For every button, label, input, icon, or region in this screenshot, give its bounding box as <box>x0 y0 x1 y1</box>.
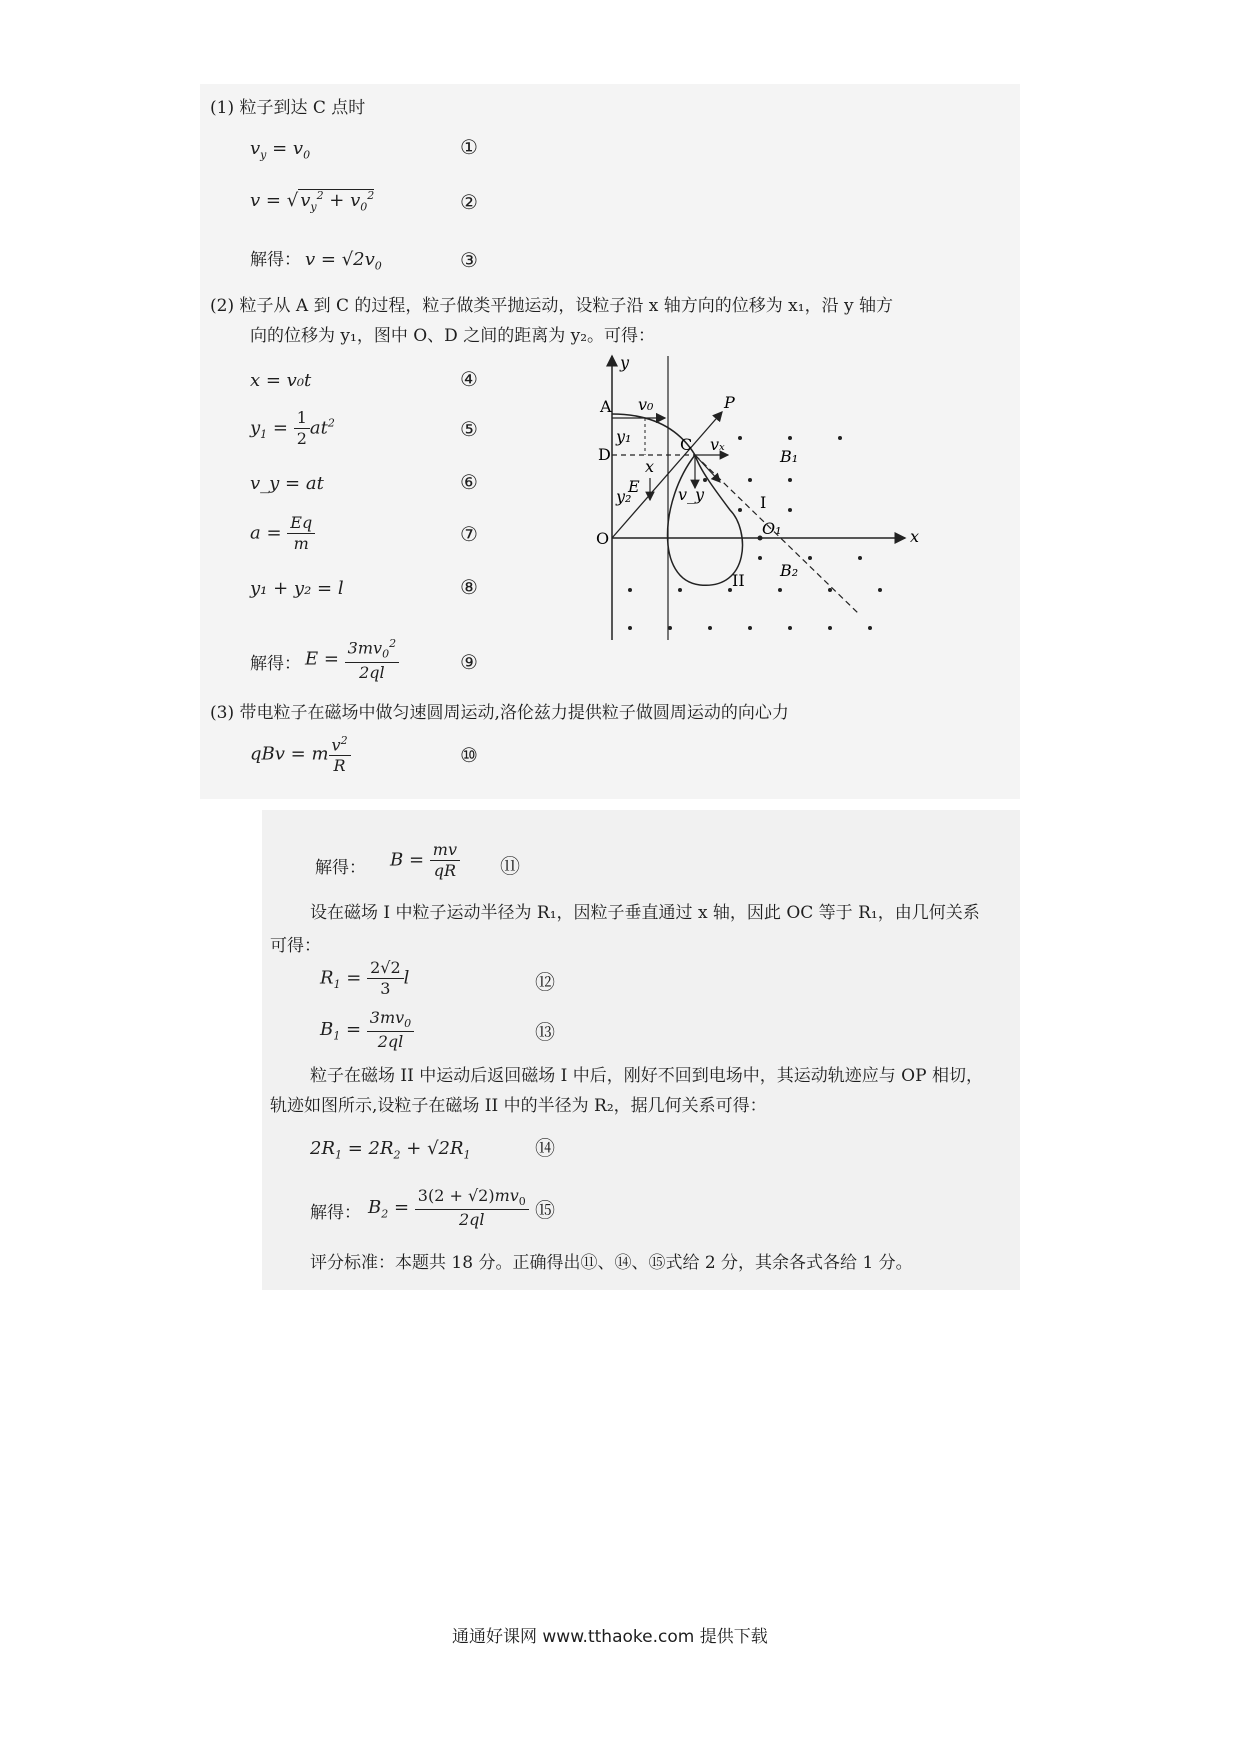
fig-label-y2: y₂ <box>616 487 632 506</box>
eq-number-10: ⑩ <box>460 743 478 767</box>
fig-label-region-II: II <box>732 571 745 590</box>
fig-label-B2: B₂ <box>780 561 799 580</box>
fig-label-x: x <box>910 527 920 546</box>
part2-line1: (2) 粒子从 A 到 C 的过程，粒子做类平抛运动，设粒子沿 x 轴方向的位移为 x₁，沿 y 轴方 <box>210 296 893 316</box>
eq-number-13: ⑬ <box>535 1020 555 1044</box>
eq-a-eq-m: a = $\frac{Eq}{m}$ <box>250 515 315 552</box>
scoring-criteria: 评分标准：本题共 18 分。正确得出⑪、⑭、⑮式给 2 分，其余各式各给 1 分。 <box>310 1253 913 1273</box>
fig-label-B1: B₁ <box>780 447 799 466</box>
part3-r1-line2: 可得： <box>270 936 321 956</box>
fig-label-vy: v_y <box>678 485 705 504</box>
trajectory-diagram <box>596 350 930 650</box>
fig-label-C: C <box>680 435 693 454</box>
eq-B2-solution: $B_2$ = $\frac{3(2 + √2)mv_0}{2ql}$ <box>368 1188 529 1228</box>
eq-x-v0t: x = v₀t <box>250 370 312 391</box>
part2-line2: 向的位移为 y₁，图中 O、D 之间的距离为 y₂。可得： <box>250 326 656 346</box>
eq-number-3: ③ <box>460 248 478 272</box>
eq-number-9: ⑨ <box>460 650 478 674</box>
part1-heading: (1) 粒子到达 C 点时 <box>210 98 366 118</box>
solve-label-1: 解得： <box>250 250 301 270</box>
eq-y1: $y_1$ = $\frac{1}{2}$ $at^2$ <box>250 408 335 448</box>
eq-number-6: ⑥ <box>460 470 478 494</box>
eq-v-solution-rhs: = √2v <box>320 249 375 270</box>
eq-v-radicand: v <box>300 190 311 211</box>
fig-label-A: A <box>600 397 612 416</box>
solve-label-2: 解得： <box>250 654 301 674</box>
eq-vy-at: v_y = at <box>250 473 324 494</box>
eq-number-14: ⑭ <box>535 1136 555 1160</box>
fig-label-region-I: I <box>760 493 767 512</box>
eq-number-11: ⑪ <box>500 854 520 878</box>
part3-heading: (3) 带电粒子在磁场中做匀速圆周运动,洛伦兹力提供粒子做圆周运动的向心力 <box>210 703 789 723</box>
solve-label-3: 解得： <box>315 858 366 878</box>
fig-label-E: E <box>628 477 640 496</box>
fig-label-vx: vₓ <box>710 435 725 454</box>
part3-r2-line2: 轨迹如图所示,设粒子在磁场 II 中的半径为 R₂，据几何关系可得： <box>270 1096 767 1116</box>
eq-2R1: $2R_1 = 2R_2 + √2R_1$ <box>310 1138 471 1162</box>
fig-label-y1: y₁ <box>616 427 632 446</box>
fig-label-O1: O₁ <box>762 519 782 538</box>
eq-B-solution: B = $\frac{mv}{qR}$ <box>390 842 460 879</box>
fig-label-v0: v₀ <box>638 395 654 414</box>
part3-r2-line1: 粒子在磁场 II 中运动后返回磁场 I 中后，刚好不回到电场中，其运动轨迹应与 OP 相切， <box>310 1066 983 1086</box>
eq-number-5: ⑤ <box>460 417 478 441</box>
eq-number-8: ⑧ <box>460 575 478 599</box>
eq-R1: $R_1$ = $\frac{2√2}{3}$ l <box>320 958 410 998</box>
magnetic-field-dots <box>628 436 882 630</box>
eq-number-4: ④ <box>460 367 478 391</box>
fig-label-D: D <box>598 445 611 464</box>
eq-vy-v0: $v_y = v_0$ <box>250 138 311 162</box>
circular-trajectory <box>668 455 743 585</box>
footer-credit: 通通好课网 www.tthaoke.com 提供下载 <box>452 1627 768 1647</box>
eq-y1-y2-l: y₁ + y₂ = l <box>250 578 344 599</box>
eq-number-12: ⑫ <box>535 970 555 994</box>
fig-label-P: P <box>724 393 735 412</box>
eq-number-15: ⑮ <box>535 1198 555 1222</box>
eq-qBv: qBv = m $\frac{v^2}{R}$ <box>250 735 351 774</box>
eq-v-equals: = <box>265 190 287 211</box>
fig-label-x1: x <box>645 457 655 476</box>
eq-vy-rhs: = v <box>272 138 304 159</box>
eq-number-1: ① <box>460 135 478 159</box>
part3-r1-line1: 设在磁场 I 中粒子运动半径为 R₁，因粒子垂直通过 x 轴，因此 OC 等于 R₁，由几何关系 <box>310 903 980 923</box>
eq-number-2: ② <box>460 190 478 214</box>
eq-v-solution: $v = √2v_0$ <box>305 249 382 273</box>
solve-label-4: 解得： <box>310 1203 361 1223</box>
eq-v-magnitude: v = √ $v_y^2 + v_0^2$ <box>250 189 375 214</box>
eq-E-solution: E = $\frac{3mv_0^2}{2ql}$ <box>305 638 399 681</box>
fig-label-O: O <box>596 529 610 548</box>
fig-label-y: y <box>620 353 630 372</box>
eq-B1: $B_1$ = $\frac{3mv_0}{2ql}$ <box>320 1010 414 1050</box>
eq-number-7: ⑦ <box>460 522 478 546</box>
